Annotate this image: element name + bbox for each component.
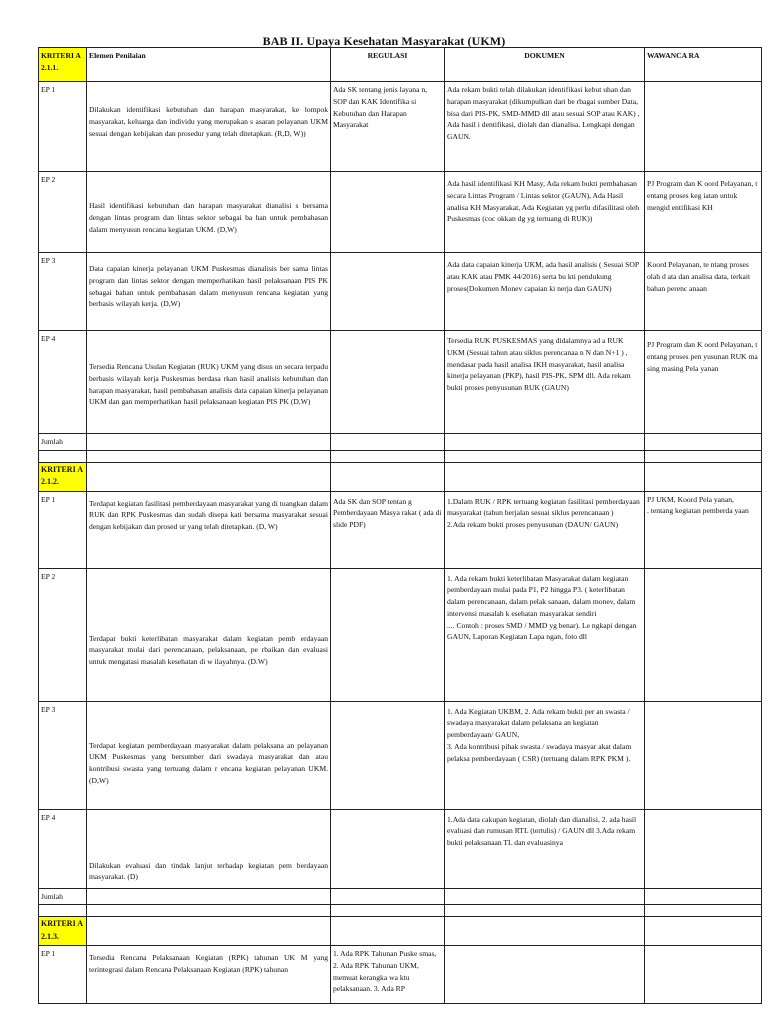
assessment-table [38,47,762,1004]
separator-row [39,905,762,917]
jumlah-label: Jumlah [39,434,87,451]
table-header [39,48,762,82]
wawancara-cell [645,82,762,172]
kriteria-cell: KRITERI A 2.1.1. [39,48,87,82]
dokumen-cell: 1. Ada Kegiatan UKBM, 2. Ada rekam bukti per an swasta / swadaya masyarakat dalam pelaksana an kegiatan pemberdayaan/ GAUN, 3. Ada kontribusi pihak swasta / swadaya masyar akat dalam pelaksa pemberdayaan ( CSR) (tertuang dalam RPK PKM ). [445,701,645,809]
regulasi-cell [331,568,445,701]
regulasi-cell: Ada SK tentang jenis layana n, SOP dan KAK Identifika si Kebutuhan dan Harapan Masyarakat [331,82,445,172]
elemen-cell: Terdapat kegiatan pemberdayaan masyarakat dalam pelaksana an pelayanan UKM Puskesmas yang bersumber dari swadaya masyarakat dan atau kontribusi swasta yang tertuang dalam r encana kegiatan pelayanan UKM. (D,W) [87,701,331,809]
table-row [39,491,762,568]
regulasi-cell: 1. Ada RPK Tahunan Puske smas, 2. Ada RPK Tahunan UKM, memuat kerangka wa ktu pelaksanaan. 3. Ada RP [331,946,445,1004]
table-row [39,701,762,809]
wawancara-cell: Koord Pelayanan, te ntang proses olah d ata dan analisa data, terkait bahan perenc anaan [645,253,762,331]
wawancara-cell [645,701,762,809]
elemen-cell: Data capaian kinerja pelayanan UKM Puskesmas dianalisis ber sama lintas program dan lintas sektor dengan memperhatikan hasil pelaksanaan PIS PK sebagai bahan untuk pembahasan dalam menyusun rencana kegiatan yang berbasis wilayah kerja. (D,W) [87,253,331,331]
jumlah-label: Jumlah [39,888,87,905]
regulasi-cell [331,172,445,253]
regulasi-cell [331,331,445,434]
kriteria-cell: KRITERI A 2.1.2. [39,462,87,491]
elemen-cell: Hasil identifikasi kebutuhan dan harapan masyarakat dianalisi s bersama dengan lintas program dan lintas sektor sebagai ba han untuk pembahasan dalam menyusun rencana kegiatan UKM. (D,W) [87,172,331,253]
ep-label: EP 2 [39,172,87,253]
jumlah-row [39,434,762,451]
ep-label: EP 1 [39,82,87,172]
table-row [39,946,762,1004]
ep-label: EP 2 [39,568,87,701]
dokumen-cell: 1. Ada rekam bukti keterlibatan Masyarakat dalam kegiatan pemberdayaan mulai pada P1, P2 hingga P3. ( keterlibatan dalam perencanaan, dalam pelak sanaan, dalam monev, dalam intervensi masalah k esehatan masyarakat sendiri .... Contoh : proses SMD / MMD yg benar). Le ngkapi dengan GAUN, Laporan Kegiatan Lapa ngan, foto dll [445,568,645,701]
dokumen-cell: 1.Dalam RUK / RPK tertuang kegiatan fasilitasi pemberdayaan masyarakat (tahun berjalan sesuai siklus perencanaan ) 2.Ada rekam bukti proses penyusunan (DAUN/ GAUN) [445,491,645,568]
elemen-cell: Tersedia Rencana Usulan Kegiatan (RUK) UKM yang disus un secara terpadu berbasis wilayah kerja Puskesmas berdasa rkan hasil analisis kebutuhan dan harapan masyarakat, hasil pembahasan analisis data capaian kinerja pelayanan UKM dan gan memperhatikan hasil pelaksanaan kegiatan PIS PK (D,W) [87,331,331,434]
wawancara-cell: PJ UKM, Koord Pela yanan, . tentang kegiatan pemberda yaan [645,491,762,568]
dokumen-cell: 1.Ada data cakupan kegiatan, diolah dan dianalisi, 2. ada hasil evaluasi dan rumusan RTL (tertulis) / GAUN dll 3.Ada rekam bukti pelaksanaan TL dan evaluasinya [445,809,645,888]
ep-label: EP 3 [39,253,87,331]
ep-label: EP 1 [39,491,87,568]
dokumen-cell: Ada rekam bukti telah dilakukan identifikasi kebut uhan dan harapan masyarakat (dikumpulkan dari be rbagai sumber Data, bisa dari PIS-PK, SMD-MMD dll atau sesuai SOP atau KAK) , Ada hasil i dentifikasi, diolah dan dianalisa. Lengkapi dengan GAUN. [445,82,645,172]
regulasi-cell [331,253,445,331]
header-dokumen: DOKUMEN [445,48,645,82]
table-row [39,82,762,172]
wawancara-cell [645,809,762,888]
elemen-cell: Terdapat bukti keterlibatan masyarakat dalam kegiatan pemb erdayaan masyarakat mulai dari perencanaan, pelaksanaan, pe rbaikan dan evaluasi untuk mengatasi masalah kesehatan di w ilayahnya. (D.W) [87,568,331,701]
header-regulasi: REGULASI [331,48,445,82]
table-row [39,331,762,434]
separator-row [39,450,762,462]
wawancara-cell [645,946,762,1004]
table-row [39,253,762,331]
table-row [39,809,762,888]
dokumen-cell: Ada hasil identifikasi KH Masy, Ada rekam bukti pembahasan secara Lintas Program / Lintas sektor (GAUN), Ada Hasil analisa KH Masyarakat, Ada Kegiatan yg perlu difasilitasi oleh Puskesmas (coc okkan dg yg tertuang di RUK)) [445,172,645,253]
elemen-cell: Dilakukan identifikasi kebutuhan dan harapan masyarakat, ke lompok masyarakat, keluarga dan individu yang merupakan s asaran pelayanan UKM sesuai dengan kebijakan dan prosedur yang telah ditetapkan. (R,D, W)) [87,82,331,172]
elemen-cell: Dilakukan evaluasi dan tindak lanjut terhadap kegiatan pem berdayaan masyarakat. (D) [87,809,331,888]
elemen-cell: Tersedia Rencana Pelaksanaan Kegiatan (RPK) tahunan UK M yang terintegrasi dalam Rencana Pelaksanaan Kegiatan (RPK) tahunan [87,946,331,1004]
wawancara-cell: PJ Program dan K oord Pelayanan, t entang proses pen yusunan RUK ma sing masing Pela yanan [645,331,762,434]
ep-label: EP 3 [39,701,87,809]
table-row [39,568,762,701]
regulasi-cell [331,809,445,888]
kriteria-row [39,917,762,946]
kriteria-cell: KRITERI A 2.1.3. [39,917,87,946]
regulasi-cell: Ada SK dan SOP tentan g Pemberdayaan Masya rakat ( ada di slide PDF) [331,491,445,568]
dokumen-cell [445,946,645,1004]
ep-label: EP 4 [39,809,87,888]
kriteria-row [39,462,762,491]
page-title: BAB II. Upaya Kesehatan Masyarakat (UKM) [262,34,506,48]
ep-label: EP 1 [39,946,87,1004]
elemen-cell: Terdapat kegiatan fasilitasi pemberdayaan masyarakat yang di tuangkan dalam RUK dan RPK Puskesmas dan sudah disepa kati bersama masyarakat sesuai dengan kebijakan dan prosed ur yang telah ditetapkan. (D, W) [87,491,331,568]
jumlah-row [39,888,762,905]
table-row [39,172,762,253]
header-elemen: Elemen Penilaian [87,48,331,82]
regulasi-cell [331,701,445,809]
wawancara-cell: PJ Program dan K oord Pelayanan, t entang proses keg iatan untuk mengid entifikasi KH [645,172,762,253]
dokumen-cell: Ada data capaian kinerja UKM, ada hasil analisis ( Sesuai SOP atau KAK atau PMK 44/2016) serta bu kti pendukung proses(Dokumen Monev capaian ki nerja dan GAUN) [445,253,645,331]
header-wawancara: WAWANCA RA [645,48,762,82]
dokumen-cell: Tersedia RUK PUSKESMAS yang didalamnya ad a RUK UKM (Sesuai tahun atau siklus perencanaa n N dan N+1 ) , mendasar pada hasil analisa IKH masyarakat, hasil analisa kinerja pelayanan (PKP), hasil PIS-PK, SPM dll. Ada rekam bukti proses penyusunan RUK (GAUN) [445,331,645,434]
wawancara-cell [645,568,762,701]
ep-label: EP 4 [39,331,87,434]
